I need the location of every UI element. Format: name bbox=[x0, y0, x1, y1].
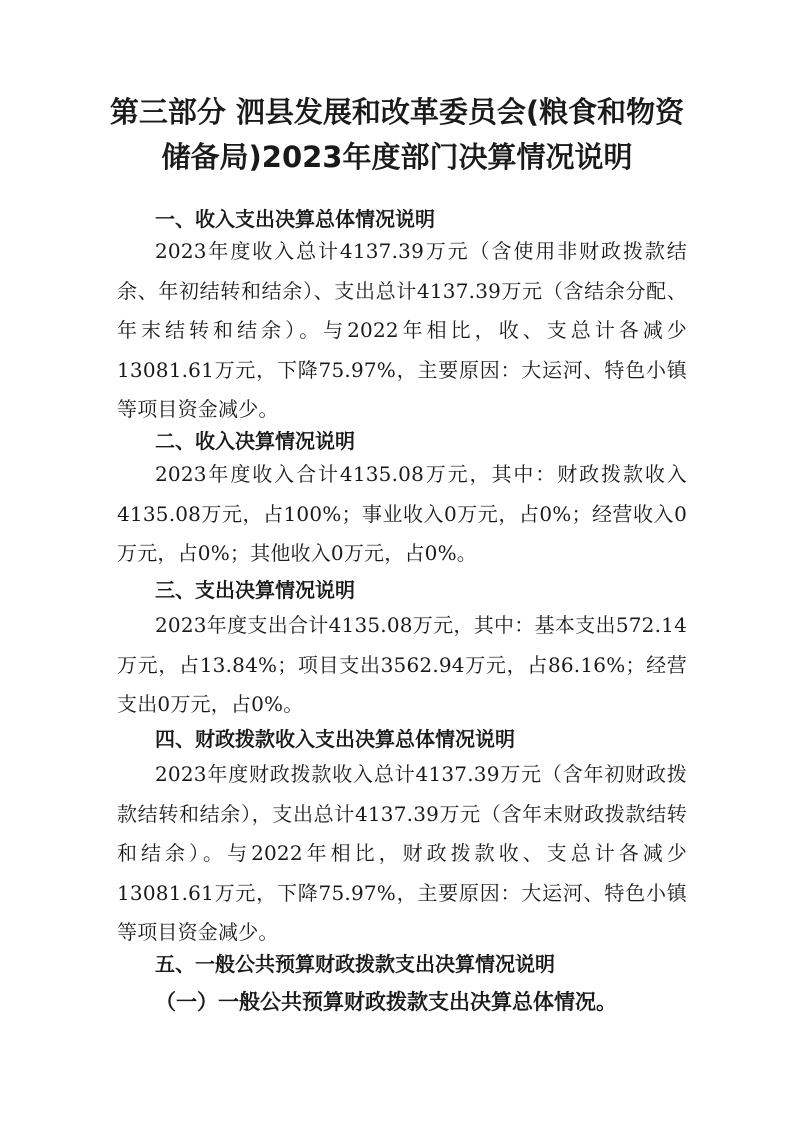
section-heading-2: 二、收入决算情况说明 bbox=[155, 429, 355, 453]
section-heading-4: 四、财政拨款收入支出决算总体情况说明 bbox=[155, 727, 515, 751]
section-paragraph-3: 2023年度支出合计4135.08万元，其中：基本支出572.14万元，占13.84%；项目支出3562.94万元，占86.16%；经营支出0万元，占0%。 bbox=[117, 613, 687, 717]
section-subheading-5-1: （一）一般公共预算财政拨款支出决算总体情况。 bbox=[155, 989, 617, 1014]
document-title-line-2: 储备局)2023年度部门决算情况说明 bbox=[161, 140, 633, 174]
section-paragraph-1: 2023年度收入总计4137.39万元（含使用非财政拨款结余、年初结转和结余）、支出总计4137.39万元（含结余分配、年末结转和结余）。与2022年相比，收、支总计各减少13081.61万元，下降75.97%，主要原因：大运河、特色小镇等项目资金减少。 bbox=[117, 239, 687, 422]
section-paragraph-4: 2023年度财政拨款收入总计4137.39万元（含年初财政拨款结转和结余），支出总计4137.39万元（含年末财政拨款结转和结余）。与2022年相比，财政拨款收、支总计各减少13081.61万元，下降75.97%，主要原因：大运河、特色小镇等项目资金减少。 bbox=[117, 762, 687, 945]
section-paragraph-2: 2023年度收入合计4135.08万元，其中：财政拨款收入4135.08万元，占100%；事业收入0万元，占0%；经营收入0万元，占0%；其他收入0万元，占0%。 bbox=[117, 462, 687, 566]
section-heading-1: 一、收入支出决算总体情况说明 bbox=[155, 207, 435, 231]
section-heading-3: 三、支出决算情况说明 bbox=[155, 578, 355, 602]
section-heading-5: 五、一般公共预算财政拨款支出决算情况说明 bbox=[155, 952, 555, 976]
document-title-line-1: 第三部分 泗县发展和改革委员会(粮食和物资 bbox=[109, 95, 685, 129]
